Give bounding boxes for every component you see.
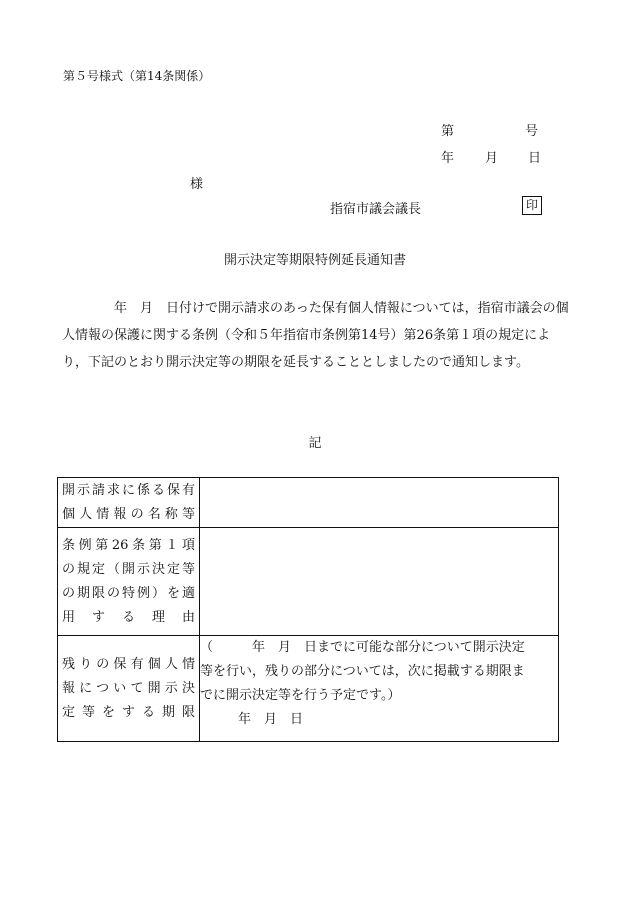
- row3-label-line: 報について開示決: [62, 680, 195, 696]
- row1-label: [58, 478, 200, 528]
- row3-text-line: 等を行い，残りの部分については，次に掲載する期限ま: [200, 664, 525, 679]
- row3-deadline-date: 年 月 日: [238, 712, 304, 727]
- date-month-label: 月: [485, 151, 499, 166]
- row1-label-line: 開示請求に係る保有: [62, 482, 195, 498]
- ki-heading: 記: [308, 436, 322, 451]
- row3-label: [58, 636, 200, 742]
- info-table: [57, 477, 559, 742]
- row2-label-line: の規定（開示決定等: [62, 561, 195, 577]
- row2-value-cell: [200, 528, 559, 636]
- date-day-label: 日: [528, 151, 542, 166]
- table-row: [58, 528, 559, 636]
- row3-label-line: 残りの保有個人情: [62, 656, 195, 672]
- table-row: [58, 636, 559, 742]
- sender-title: 指宿市議会議長: [330, 202, 422, 217]
- row2-label-line: の期限の特例）を適: [62, 585, 195, 601]
- row2-label-line: 用 す る 理 由: [62, 609, 195, 625]
- body-text: 年 月 日付けで開示請求のあった保有個人情報については，指宿市議会の個人情報の保護に関する条例（令和５年指宿市条例第14号）第26条第１項の規定により，下記のとおり開示決定等の期限を延長することとしましたので通知します。: [62, 301, 569, 370]
- row3-text-line: （ 年 月 日までに可能な部分について開示決定: [200, 640, 525, 655]
- row2-label-line: 条例第26条第１項: [62, 537, 195, 553]
- document-title: 開示決定等期限特例延長通知書: [223, 253, 406, 268]
- form-label: 第５号様式（第14条関係）: [63, 69, 211, 83]
- row3-value-cell: [200, 636, 559, 742]
- row3-label-line: 定等をする期限: [62, 704, 195, 720]
- row1-value-cell: [200, 478, 559, 528]
- date-year-label: 年: [441, 151, 455, 166]
- document-number-prefix: 第: [441, 124, 455, 139]
- body-paragraph: [62, 295, 572, 376]
- row1-label-line: 個人情報の名称等: [62, 506, 195, 522]
- row3-text-line: でに開示決定等を行う予定です。）: [200, 688, 401, 703]
- seal-mark: 印: [522, 196, 542, 215]
- addressee-honorific: 様: [190, 177, 204, 192]
- document-number-suffix: 号: [525, 124, 539, 139]
- row2-label: [58, 528, 200, 636]
- table-row: [58, 478, 559, 528]
